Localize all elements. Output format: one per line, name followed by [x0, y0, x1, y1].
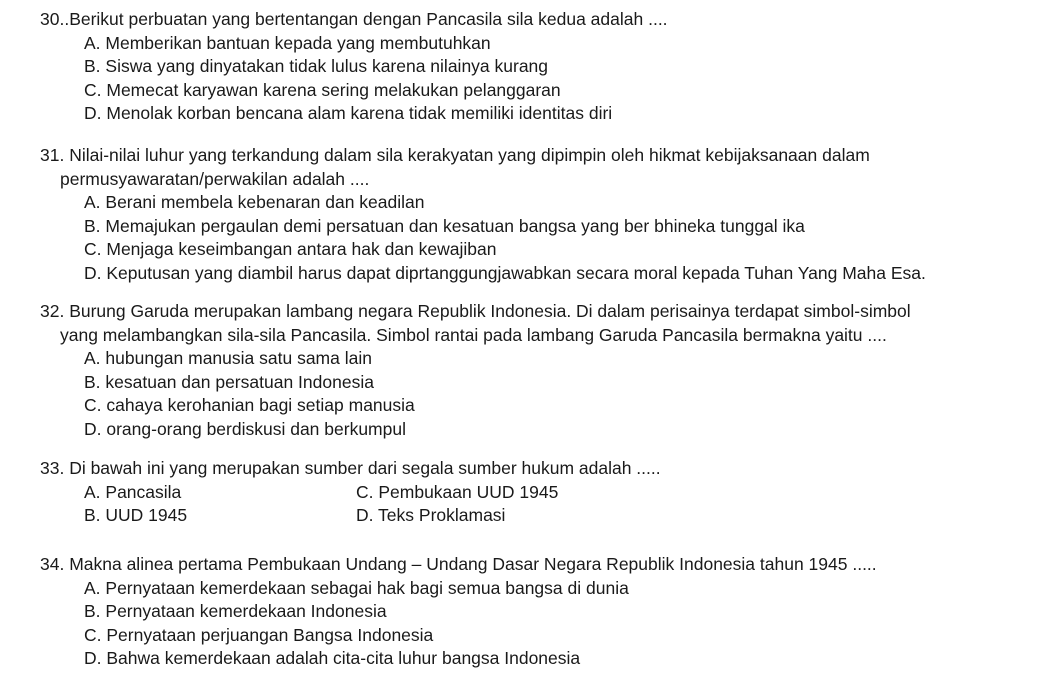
option-d: D. Bahwa kemerdekaan adalah cita-cita luhur bangsa Indonesia — [84, 648, 581, 668]
question-stem: 32. Burung Garuda merupakan lambang negara Republik Indonesia. Di dalam perisainya terdapat simbol-simbol — [40, 301, 911, 321]
option-d: D. Teks Proklamasi — [356, 505, 506, 525]
question-stem: 30..Berikut perbuatan yang bertentangan dengan Pancasila sila kedua adalah .... — [40, 9, 668, 29]
option-a: A. Pancasila — [84, 481, 182, 502]
question-stem-continued: permusyawaratan/perwakilan adalah .... — [60, 168, 370, 189]
option-d: D. Keputusan yang diambil harus dapat diprtanggungjawabkan secara moral kepada Tuhan Yang Maha Esa. — [84, 262, 926, 283]
option-c: C. Pernyataan perjuangan Bangsa Indonesia — [84, 624, 434, 645]
question-33 — [40, 457, 1052, 528]
option-b: B. kesatuan dan persatuan Indonesia — [84, 371, 374, 392]
option-a: A. hubungan manusia satu sama lain — [84, 348, 372, 368]
question-30 — [40, 8, 1052, 126]
option-grid — [40, 481, 1052, 528]
question-stem: 33. Di bawah ini yang merupakan sumber dari segala sumber hukum adalah ..... — [40, 458, 661, 478]
question-32 — [40, 300, 1052, 441]
option-c: C. Menjaga keseimbangan antara hak dan kewajiban — [84, 239, 497, 259]
option-d: D. orang-orang berdiskusi dan berkumpul — [84, 418, 406, 439]
option-b: B. Pernyataan kemerdekaan Indonesia — [84, 601, 387, 621]
option-c: C. Memecat karyawan karena sering melakukan pelanggaran — [84, 79, 561, 100]
question-stem: 34. Makna alinea pertama Pembukaan Undang – Undang Dasar Negara Republik Indonesia tahun 1945 ..... — [40, 554, 877, 574]
question-34 — [40, 553, 1052, 671]
option-b: B. Siswa yang dinyatakan tidak lulus karena nilainya kurang — [84, 56, 549, 76]
option-a: A. Berani membela kebenaran dan keadilan — [84, 192, 425, 212]
option-a: A. Pernyataan kemerdekaan sebagai hak bagi semua bangsa di dunia — [84, 577, 629, 598]
question-31 — [40, 144, 1052, 285]
option-b: B. UUD 1945 — [84, 505, 188, 525]
option-c: C. cahaya kerohanian bagi setiap manusia — [84, 395, 415, 415]
question-stem: 31. Nilai-nilai luhur yang terkandung dalam sila kerakyatan yang dipimpin oleh hikmat kebijaksanaan dalam — [40, 145, 870, 165]
option-b: B. Memajukan pergaulan demi persatuan dan kesatuan bangsa yang ber bhineka tunggal ika — [84, 215, 805, 236]
option-d: D. Menolak korban bencana alam karena tidak memiliki identitas diri — [84, 103, 613, 123]
option-a: A. Memberikan bantuan kepada yang membutuhkan — [84, 32, 491, 53]
option-c: C. Pembukaan UUD 1945 — [356, 481, 559, 502]
question-stem-continued: yang melambangkan sila-sila Pancasila. Simbol rantai pada lambang Garuda Pancasila bermakna yaitu .... — [60, 324, 887, 345]
